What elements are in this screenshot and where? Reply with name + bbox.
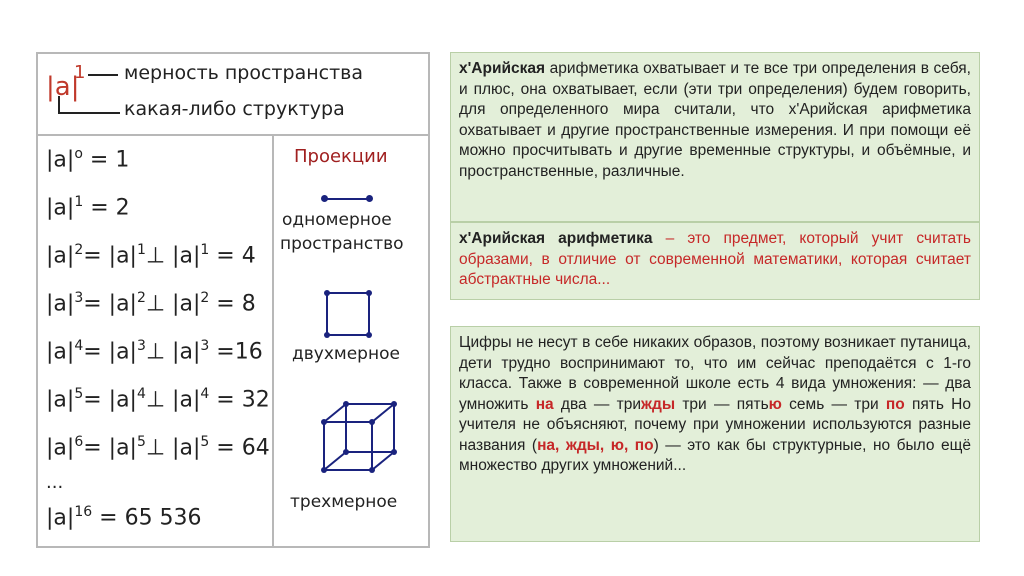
formula-row: $|a|^3=$ $|a|^2\perp$ $|a|^2 = 8$ [46, 290, 256, 317]
square-icon [326, 292, 370, 336]
formula-row: $|a|^2=$ $|a|^1\perp$ $|a|^1 = 4$ [46, 242, 256, 269]
label-two-dim: двухмерное [292, 344, 400, 364]
formula-ellipsis: ... [46, 472, 64, 493]
highlight-zhdy: жды [641, 395, 676, 413]
header-label-structure: какая-либо структура [124, 98, 345, 120]
formula-row: $|a|^6=$ $|a|^5\perp$ $|a|^5 = 64$ [46, 434, 270, 461]
box2-dash: – [652, 230, 688, 247]
box2-text: это предмет, который учит считать образами, в отличие от современной математики, которая считает абстрактные числа... [459, 230, 972, 288]
box2-lead: х'Арийская арифметика [459, 230, 653, 247]
text-box-multiplication [450, 326, 980, 542]
line-segment-icon [324, 198, 370, 200]
formula-row-last: $|a|^{16} = 65$ 536 [46, 504, 202, 531]
header-line [88, 74, 118, 76]
box3-text: три — пять [675, 395, 769, 413]
box3-text: семь — три [781, 395, 886, 413]
box1-lead: х'Арийская [459, 60, 546, 77]
formula-row: $|a|^5=$ $|a|^4\perp$ $|a|^4 = 32$ [46, 386, 270, 413]
highlight-po: по [885, 395, 905, 413]
projections-title: Проекции [294, 146, 388, 167]
cube-icon [318, 398, 400, 480]
header-exponent: 1 [74, 62, 86, 83]
text-box-arithmetic-scope [450, 52, 980, 222]
header-symbol: |a| [46, 72, 80, 102]
formula-table-image [36, 52, 430, 548]
label-one-dim-space: пространство [280, 234, 404, 254]
formula-row: $|a|^1 = 2$ [46, 194, 130, 221]
table-header [38, 54, 428, 136]
label-three-dim: трехмерное [290, 492, 398, 512]
box3-text: Цифры не несут в себе никаких образов, поэтому возникает путаница, дети трудно воспринимают то, что им сейчас преподаётся с 1-го класса. Также в современной школе есть 4 вида умножения: — два умножить [459, 334, 971, 413]
highlight-na: на [535, 395, 554, 413]
label-one-dim: одномерное [282, 210, 392, 230]
box1-text: арифметика охватывает и те все три определения в себя, и плюс, она охватывает, если (эти три определения) будем говорить, для определенного мира считали, что х'Арийская арифметика охватывает и другие пространственные измерения. И при помощи её можно просчитывать и другие временные структуры, и объёмные, и пространственные, различные. [459, 60, 971, 180]
formula-row: $|a|^4=$ $|a|^3\perp$ $|a|^3 =16$ [46, 338, 263, 365]
box3-text: пять Но учителя не объясняют, почему при умножении используются разные названия ( [459, 395, 971, 454]
formula-row: $|a|^o = 1$ [46, 146, 130, 173]
header-label-dimension: мерность пространства [124, 62, 363, 84]
box3-text: два — три [553, 395, 642, 413]
highlight-yu: ю [768, 395, 782, 413]
text-box-definition [450, 222, 980, 300]
highlight-names: на, жды, ю, по [537, 436, 654, 454]
box3-text: ) — это как бы структурные, но было ещё множество других умножений... [459, 436, 972, 474]
column-divider [272, 134, 274, 548]
header-bracket [58, 96, 120, 114]
